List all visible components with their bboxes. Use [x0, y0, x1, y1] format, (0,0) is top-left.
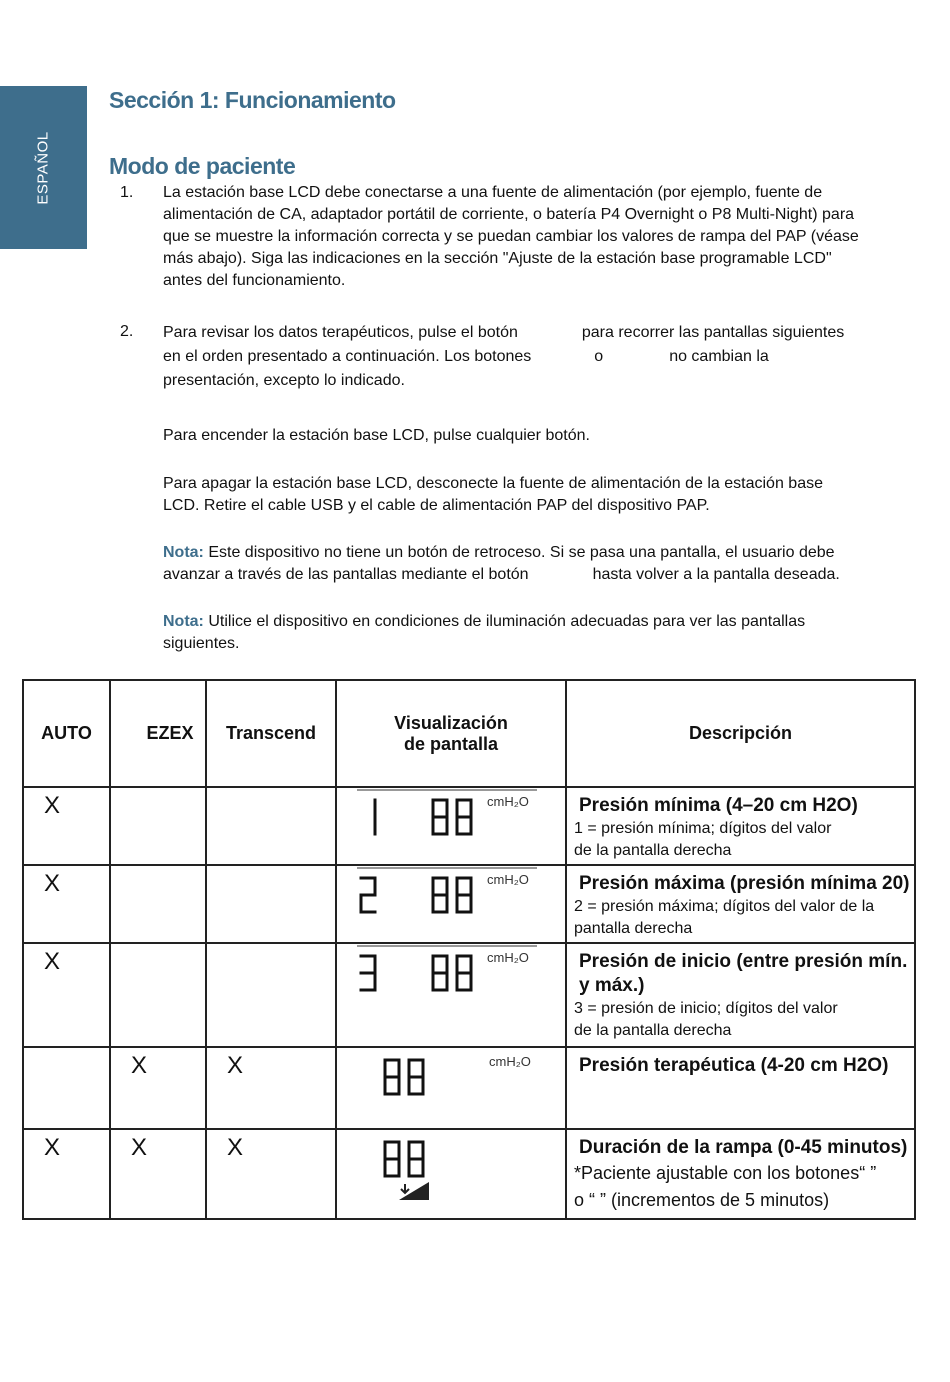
header-auto: AUTO [23, 680, 110, 787]
lcd-screen [337, 866, 567, 942]
cell-ezex [110, 865, 206, 943]
note-1-label: Nota: [163, 544, 204, 561]
table-header-row [23, 680, 915, 787]
description-title: Presión máxima (presión mínima 20) [579, 873, 910, 894]
list-item-2-text [163, 321, 863, 393]
lcd-screen [337, 944, 567, 1046]
description-line: 3 = presión de inicio; dígitos del valor [574, 1000, 838, 1017]
note-2-label: Nota: [163, 613, 204, 630]
pressure-unit-label: cmH₂O [487, 794, 529, 809]
lcd-display-cell [336, 865, 566, 943]
power-off-paragraph: Para apagar la estación base LCD, desconecte la fuente de alimentación de la estación base LCD. Retire el cable USB y el cable de alimentación PAP del dispositivo PAP. [163, 475, 823, 514]
table-row [23, 1129, 915, 1219]
item-2-part-b: para recorrer las pantallas siguientes [581, 324, 845, 341]
cell-ezex [110, 1129, 206, 1219]
item-2-part-e: no cambian la [669, 348, 769, 365]
display-screens-table [22, 679, 916, 1220]
cell-transcend [206, 865, 336, 943]
lcd-right-digit [457, 878, 471, 912]
description-line: de la pantalla derecha [574, 1022, 732, 1039]
lcd-right-digit [433, 800, 447, 834]
cell-auto [23, 943, 110, 1047]
cell-transcend [206, 1129, 336, 1219]
list-number-1: 1. [120, 184, 134, 201]
lcd-left-digit [361, 878, 375, 912]
lcd-right-digit [433, 878, 447, 912]
description-line: 1 = presión mínima; dígitos del valor [574, 820, 832, 837]
table-row [23, 943, 915, 1047]
description-title-continued: y máx.) [579, 975, 645, 996]
check-mark: X [131, 1052, 148, 1079]
power-on-paragraph: Para encender la estación base LCD, pulse cualquier botón. [163, 427, 590, 444]
lcd-right-digit [409, 1142, 423, 1176]
description-title: Presión terapéutica (4-20 cm H2O) [579, 1055, 889, 1076]
lcd-right-digit [385, 1142, 399, 1176]
item-2-part-f: presentación, excepto lo indicado. [163, 372, 405, 389]
pressure-unit-label: cmH₂O [487, 872, 529, 887]
check-mark: X [44, 1134, 61, 1161]
check-mark [207, 866, 335, 870]
lcd-screen [337, 1130, 567, 1218]
list-item-1-text: La estación base LCD debe conectarse a una fuente de alimentación (por ejemplo, fuente de alimentación de CA, adaptador portátil de corriente, o batería P4 Overnight o P8 Multi-Night) para que se muestre la información correcta y se puedan cambiar los valores de rampa del PAP (véase más abajo). Siga las indicaciones en la sección "Ajuste de la estación base programable LCD" antes del funcionamiento. [163, 184, 859, 289]
cell-transcend [206, 943, 336, 1047]
description-title: Presión mínima (4–20 cm H2O) [579, 795, 858, 816]
description-line: pantalla derecha [574, 920, 693, 937]
list-number-2: 2. [120, 323, 134, 340]
check-mark [24, 1048, 109, 1052]
lcd-display-cell [336, 787, 566, 865]
note-1-text-a: Este dispositivo no tiene un botón de retroceso. Si se pasa una pantalla, el usuario debe avanzar a través de las pantallas mediante el botón [163, 544, 835, 583]
check-mark: X [227, 1134, 244, 1161]
description-line: o “ ” (incrementos de 5 minutos) [574, 1190, 830, 1210]
lcd-right-digit [409, 1060, 423, 1094]
lcd-right-digit [457, 800, 471, 834]
item-2-part-d: o [594, 348, 604, 365]
item-2-part-c: en el orden presentado a continuación. Los botones [163, 348, 532, 365]
cell-ezex [110, 1047, 206, 1129]
check-mark: X [131, 1134, 148, 1161]
header-display-line-2: de pantalla [403, 733, 499, 754]
description-line: 2 = presión máxima; dígitos del valor de la [574, 898, 875, 915]
cell-auto [23, 865, 110, 943]
pressure-unit-label: cmH₂O [489, 1054, 531, 1069]
check-mark: X [44, 792, 61, 819]
description-cell [566, 787, 915, 865]
subsection-title: Modo de paciente [109, 153, 296, 179]
check-mark [207, 944, 335, 948]
cell-ezex [110, 787, 206, 865]
item-2-part-a: Para revisar los datos terapéuticos, pulse el botón [163, 324, 518, 341]
pressure-unit-label: cmH₂O [487, 950, 529, 965]
description-cell [566, 1129, 915, 1219]
lcd-display-cell [336, 943, 566, 1047]
header-ezex: EZEX [110, 680, 206, 787]
description-cell [566, 1047, 915, 1129]
description-title: Presión de inicio (entre presión mín. [579, 951, 908, 972]
lcd-screen [337, 788, 567, 864]
check-mark: X [227, 1052, 244, 1079]
description-line: de la pantalla derecha [574, 842, 732, 859]
header-description: Descripción [566, 680, 915, 787]
cell-auto [23, 1129, 110, 1219]
table-row [23, 1047, 915, 1129]
down-arrow-icon [401, 1184, 409, 1193]
lcd-left-digit [361, 956, 375, 990]
lcd-right-digit [433, 956, 447, 990]
cell-transcend [206, 1047, 336, 1129]
lcd-screen [337, 1048, 567, 1128]
cell-auto [23, 787, 110, 865]
cell-auto [23, 1047, 110, 1129]
description-line: *Paciente ajustable con los botones“ ” [574, 1163, 877, 1183]
section-title: Sección 1: Funcionamiento [109, 87, 396, 113]
check-mark [111, 788, 205, 792]
check-mark [111, 944, 205, 948]
check-mark [111, 866, 205, 870]
header-display [336, 680, 566, 787]
description-cell [566, 943, 915, 1047]
note-2 [163, 611, 823, 655]
language-label: ESPAÑOL [34, 131, 52, 205]
lcd-right-digit [385, 1060, 399, 1094]
description-title: Duración de la rampa (0-45 minutos) [579, 1137, 908, 1158]
check-mark: X [44, 870, 61, 897]
table-row [23, 865, 915, 943]
lcd-display-cell [336, 1129, 566, 1219]
cell-transcend [206, 787, 336, 865]
note-1 [163, 542, 853, 586]
cell-ezex [110, 943, 206, 1047]
description-cell [566, 865, 915, 943]
lcd-display-cell [336, 1047, 566, 1129]
check-mark: X [44, 948, 61, 975]
check-mark [207, 788, 335, 792]
header-display-line-1: Visualización [394, 712, 508, 733]
lcd-right-digit [457, 956, 471, 990]
table-row [23, 787, 915, 865]
header-transcend: Transcend [206, 680, 336, 787]
language-side-tab [0, 86, 87, 249]
note-1-text-b: hasta volver a la pantalla deseada. [592, 566, 840, 583]
note-2-text: Utilice el dispositivo en condiciones de iluminación adecuadas para ver las pantallas siguientes. [163, 613, 806, 652]
